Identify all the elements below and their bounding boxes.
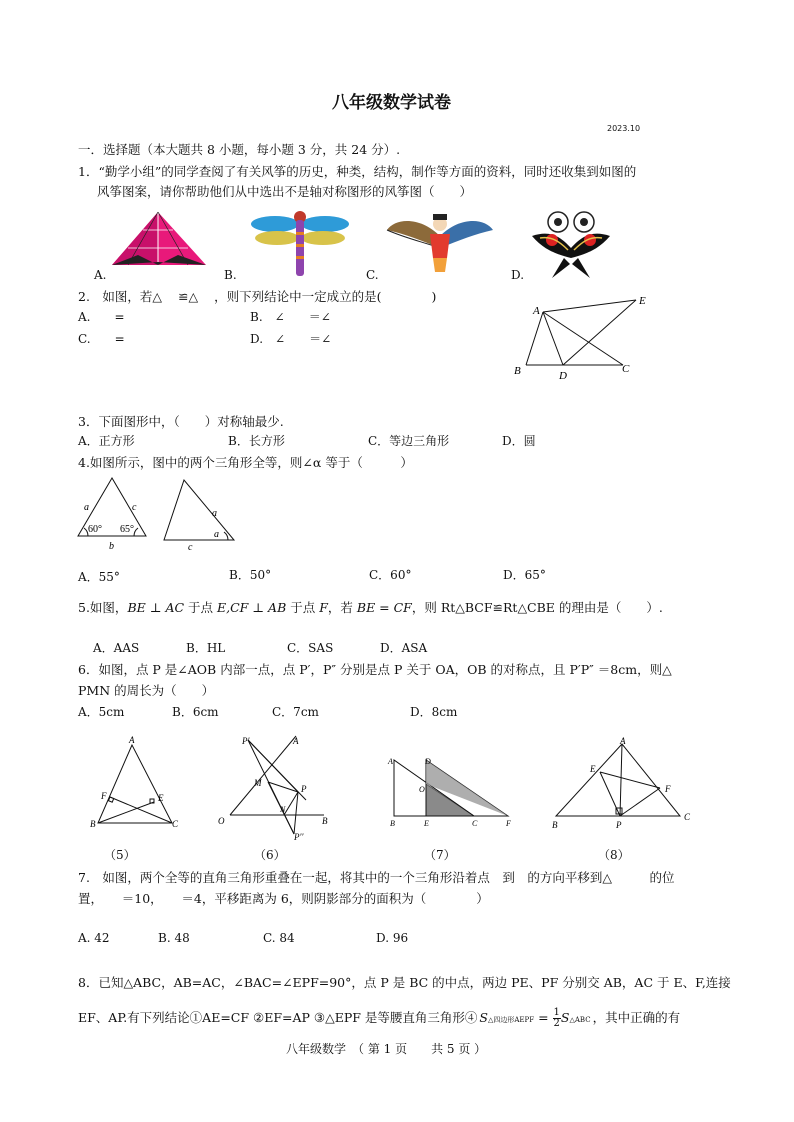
q4-label-b: b (109, 541, 114, 552)
q1-option-a: A. (94, 268, 107, 282)
q6-line2: PMN 的周长为（ ） (78, 683, 215, 698)
q4-option-d: D．65° (503, 568, 546, 582)
q4-label-alpha: a (214, 529, 219, 540)
f6-label-p2: P′′ (294, 832, 304, 842)
q7-line1: 7. 如图，两个全等的直角三角形重叠在一起，将其中的一个三角形沿着点 到 的方向平移到△ 的位 (78, 870, 675, 885)
f7-label-o: O (419, 785, 425, 794)
q7-option-b: B. 48 (158, 931, 190, 945)
q1-option-c: C. (366, 268, 379, 282)
q6-option-a: A．5cm (78, 705, 125, 719)
q7-line2: 置， ＝10， ＝4，平移距离为 6，则阴影部分的面积为（ ） (78, 891, 489, 906)
q2-label-a: A (533, 305, 540, 317)
exam-date: 2023.10 (607, 124, 641, 133)
q5-option-c: C．SAS (287, 641, 334, 655)
q1-option-b: B. (224, 268, 237, 282)
q4-label-c1: c (132, 502, 137, 513)
f8-label-c: C (684, 812, 691, 822)
f7-label-b: B (390, 819, 395, 828)
figure-5-caption: （5） (104, 848, 136, 862)
q3-option-d: D．圆 (502, 434, 536, 448)
page-footer: 八年级数学 （ 第 1 页 共 5 页 ） (286, 1042, 487, 1056)
f8-label-p: P (616, 820, 622, 830)
f5-label-b: B (90, 819, 96, 829)
q4-label-a2: a (212, 508, 217, 519)
f6-label-p1: P′ (242, 736, 250, 746)
q2-option-c: C. = (78, 332, 125, 346)
f6-label-m: M (254, 778, 262, 788)
q4-label-65: 65° (120, 524, 134, 535)
q1-line1: 1．“勤学小组”的同学查阅了有关风筝的历史，种类，结构，制作等方面的资料，同时还收集到如图的 (78, 164, 637, 179)
page-title: 八年级数学试卷 (332, 93, 451, 113)
figure-6-caption: （6） (254, 848, 286, 862)
q8-area-formula: S△四边形AEPF = $\frac{1}{2}$ S△ABC (479, 1007, 591, 1029)
q3-option-b: B．长方形 (228, 434, 285, 448)
kite-c-fairy-image (385, 208, 495, 274)
q3-option-c: C．等边三角形 (368, 434, 450, 448)
q4-figure (74, 472, 244, 552)
f5-label-f: F (101, 791, 107, 801)
f8-label-e: E (590, 764, 596, 774)
q4-label-a1: a (84, 502, 89, 513)
q4-option-c: C．60° (369, 568, 412, 582)
f8-label-a: A (620, 736, 626, 746)
kite-b-dragonfly-image (250, 210, 350, 278)
q7-option-d: D. 96 (376, 931, 409, 945)
f7-label-e: E (424, 819, 429, 828)
section-heading: 一．选择题（本大题共 8 小题，每小题 3 分，共 24 分）. (78, 142, 401, 157)
q2-stem: 2. 如图，若△ ≌△ ，则下列结论中一定成立的是( ) (78, 289, 437, 304)
q4-option-b: B．50° (229, 568, 272, 582)
f5-label-e: E (158, 793, 164, 803)
q5-stem: 5.如图，BE ⊥ AC 于点 E,CF ⊥ AB 于点 F，若 BE = CF，则 Rt△BCF≌Rt△CBE 的理由是（ ）. (78, 600, 663, 615)
q4-label-c2: c (188, 542, 193, 552)
q2-option-b: B. ∠ ＝∠ (250, 310, 331, 324)
f6-label-n: N (280, 805, 286, 814)
q5-option-b: B．HL (186, 641, 226, 655)
q1-option-d: D. (511, 268, 525, 282)
q4-option-a: A．55° (78, 570, 120, 584)
q5-option-a: A．AAS (93, 641, 140, 655)
f7-label-a: A (388, 757, 393, 766)
q2-label-c: C (622, 363, 630, 375)
f6-label-o: O (218, 816, 225, 826)
q1-line2: 风筝图案，请你帮助他们从中选出不是轴对称图形的风筝图（ ） (97, 184, 473, 199)
figure-7 (384, 752, 518, 832)
q3-stem: 3．下面图形中，（ ）对称轴最少. (78, 414, 284, 429)
q2-figure (508, 290, 658, 382)
q7-option-a: A. 42 (78, 931, 110, 945)
q6-option-d: D．8cm (410, 705, 458, 719)
f6-label-a: A (293, 736, 299, 746)
figure-6 (214, 730, 344, 842)
q6-option-c: C．7cm (272, 705, 319, 719)
f5-label-a: A (129, 735, 135, 745)
q2-option-d: D. ∠ ＝∠ (250, 332, 332, 346)
f8-label-b: B (552, 820, 558, 830)
f6-label-p: P (301, 784, 307, 794)
f7-label-d: D (425, 757, 431, 766)
q2-label-d: D (559, 370, 567, 382)
q4-label-60: 60° (88, 524, 102, 535)
f7-label-c: C (472, 819, 478, 828)
f8-label-f: F (665, 784, 671, 794)
q6-line1: 6．如图，点 P 是∠AOB 内部一点，点 P′，P″ 分别是点 P 关于 OA，OB 的对称点，且 P′P″ ＝8cm，则△ (78, 662, 672, 677)
kite-d-swallow-image (530, 206, 612, 280)
q5-option-d: D．ASA (380, 641, 428, 655)
f5-label-c: C (172, 819, 179, 829)
q8-line1: 8．已知△ABC，AB=AC，∠BAC=∠EPF=90°，点 P 是 BC 的中点，两边 PE、PF 分别交 AB，AC 于 E、F,连接 (78, 975, 731, 990)
q2-label-e: E (639, 295, 646, 307)
f7-label-f: F (506, 819, 511, 828)
f6-label-b: B (322, 816, 328, 826)
q6-option-b: B．6cm (172, 705, 219, 719)
q2-option-a: A. = (78, 310, 125, 324)
q8-line2: EF、AP.有下列结论①AE=CF ②EF=AP ③△EPF 是等腰直角三角形④ S△四边形AEPF = $\frac{1}{2}$ S△ABC ，其中正确的有 (78, 1007, 681, 1029)
kite-a-image (108, 210, 210, 268)
figure-7-caption: （7） (424, 848, 456, 862)
q4-stem: 4.如图所示，图中的两个三角形全等，则∠α 等于（ ） (78, 455, 413, 470)
figure-8-caption: （8） (598, 848, 630, 862)
figure-8 (548, 736, 700, 832)
q2-label-b: B (514, 365, 521, 377)
q3-option-a: A．正方形 (78, 434, 135, 448)
q7-option-c: C. 84 (263, 931, 295, 945)
figure-5 (88, 735, 184, 831)
